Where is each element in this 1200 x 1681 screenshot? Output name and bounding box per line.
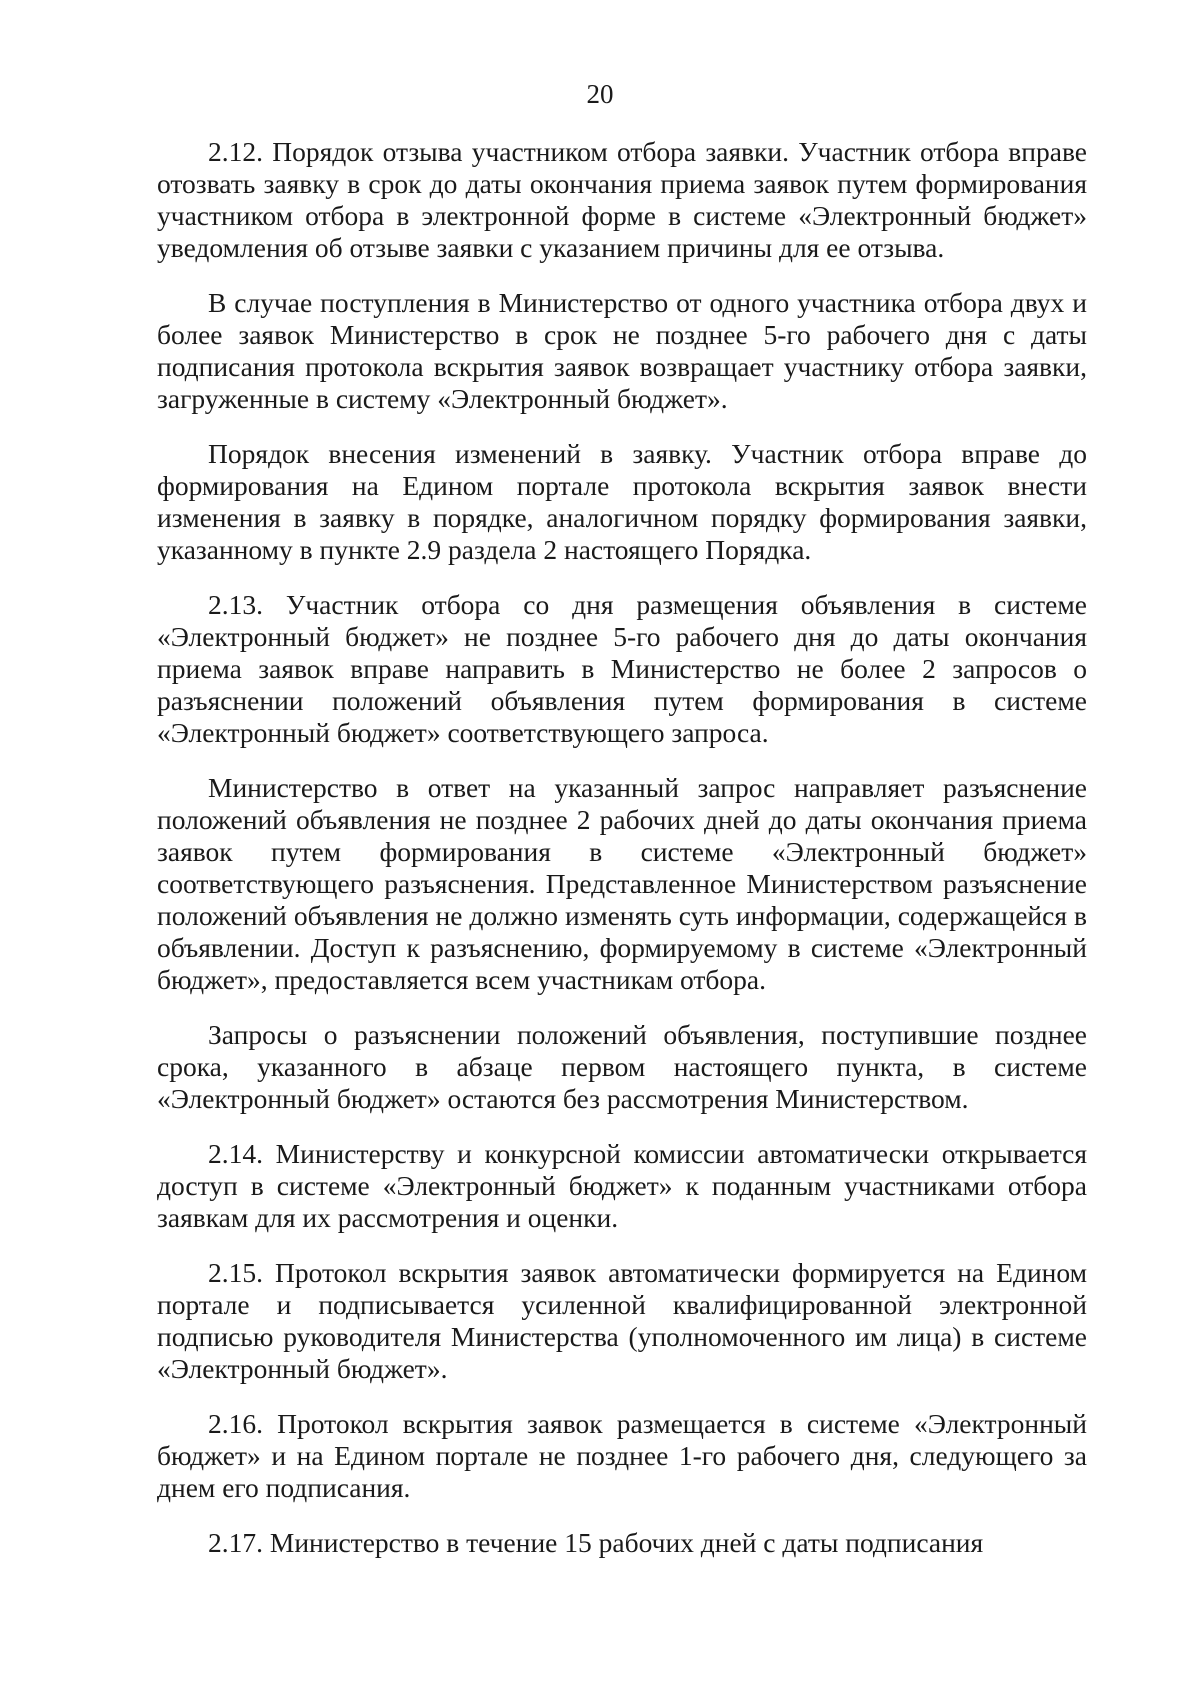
paragraph-ministry-response: Министерство в ответ на указанный запрос направляет разъяснение положений объявления не позднее 2 рабочих дней до даты окончания приема заявок путем формирования в системе «Электронный бюджет» соответствующего разъяснения. Представленное Министерством разъяснение положений объявления не должно изменять суть информации, содержащейся в объявлении. Доступ к разъяснению, формируемому в системе «Электронный бюджет», предоставляется всем участникам отбора.	[157, 772, 1087, 995]
paragraph-2-12: 2.12. Порядок отзыва участником отбора заявки. Участник отбора вправе отозвать заявку в срок до даты окончания приема заявок путем формирования участником отбора в электронной форме в системе «Электронный бюджет» уведомления об отзыве заявки с указанием причины для ее отзыва.	[157, 136, 1087, 263]
paragraph-2-14: 2.14. Министерству и конкурсной комиссии автоматически открывается доступ в системе «Электронный бюджет» к поданным участниками отбора заявкам для их рассмотрения и оценки.	[157, 1138, 1087, 1233]
page-number: 20	[586, 79, 614, 109]
paragraph-multiple-applications: В случае поступления в Министерство от одного участника отбора двух и более заявок Министерство в срок не позднее 5-го рабочего дня с даты подписания протокола вскрытия заявок возвращает участнику отбора заявки, загруженные в систему «Электронный бюджет».	[157, 287, 1087, 414]
paragraph-application-changes: Порядок внесения изменений в заявку. Участник отбора вправе до формирования на Едином портале протокола вскрытия заявок внести изменения в заявку в порядке, аналогичном порядку формирования заявки, указанному в пункте 2.9 раздела 2 настоящего Порядка.	[157, 438, 1087, 565]
paragraph-2-15: 2.15. Протокол вскрытия заявок автоматически формируется на Едином портале и подписывается усиленной квалифицированной электронной подписью руководителя Министерства (уполномоченного им лица) в системе «Электронный бюджет».	[157, 1257, 1087, 1384]
paragraph-2-13: 2.13. Участник отбора со дня размещения объявления в системе «Электронный бюджет» не позднее 5-го рабочего дня до даты окончания приема заявок вправе направить в Министерство не более 2 запросов о разъяснении положений объявления путем формирования в системе «Электронный бюджет» соответствующего запроса.	[157, 589, 1087, 748]
document-body	[157, 136, 1087, 1583]
paragraph-2-16: 2.16. Протокол вскрытия заявок размещается в системе «Электронный бюджет» и на Едином портале не позднее 1-го рабочего дня, следующего за днем его подписания.	[157, 1408, 1087, 1503]
paragraph-2-17: 2.17. Министерство в течение 15 рабочих дней с даты подписания	[208, 1527, 984, 1558]
paragraph-late-requests: Запросы о разъяснении положений объявления, поступившие позднее срока, указанного в абзаце первом настоящего пункта, в системе «Электронный бюджет» остаются без рассмотрения Министерством.	[157, 1019, 1087, 1114]
